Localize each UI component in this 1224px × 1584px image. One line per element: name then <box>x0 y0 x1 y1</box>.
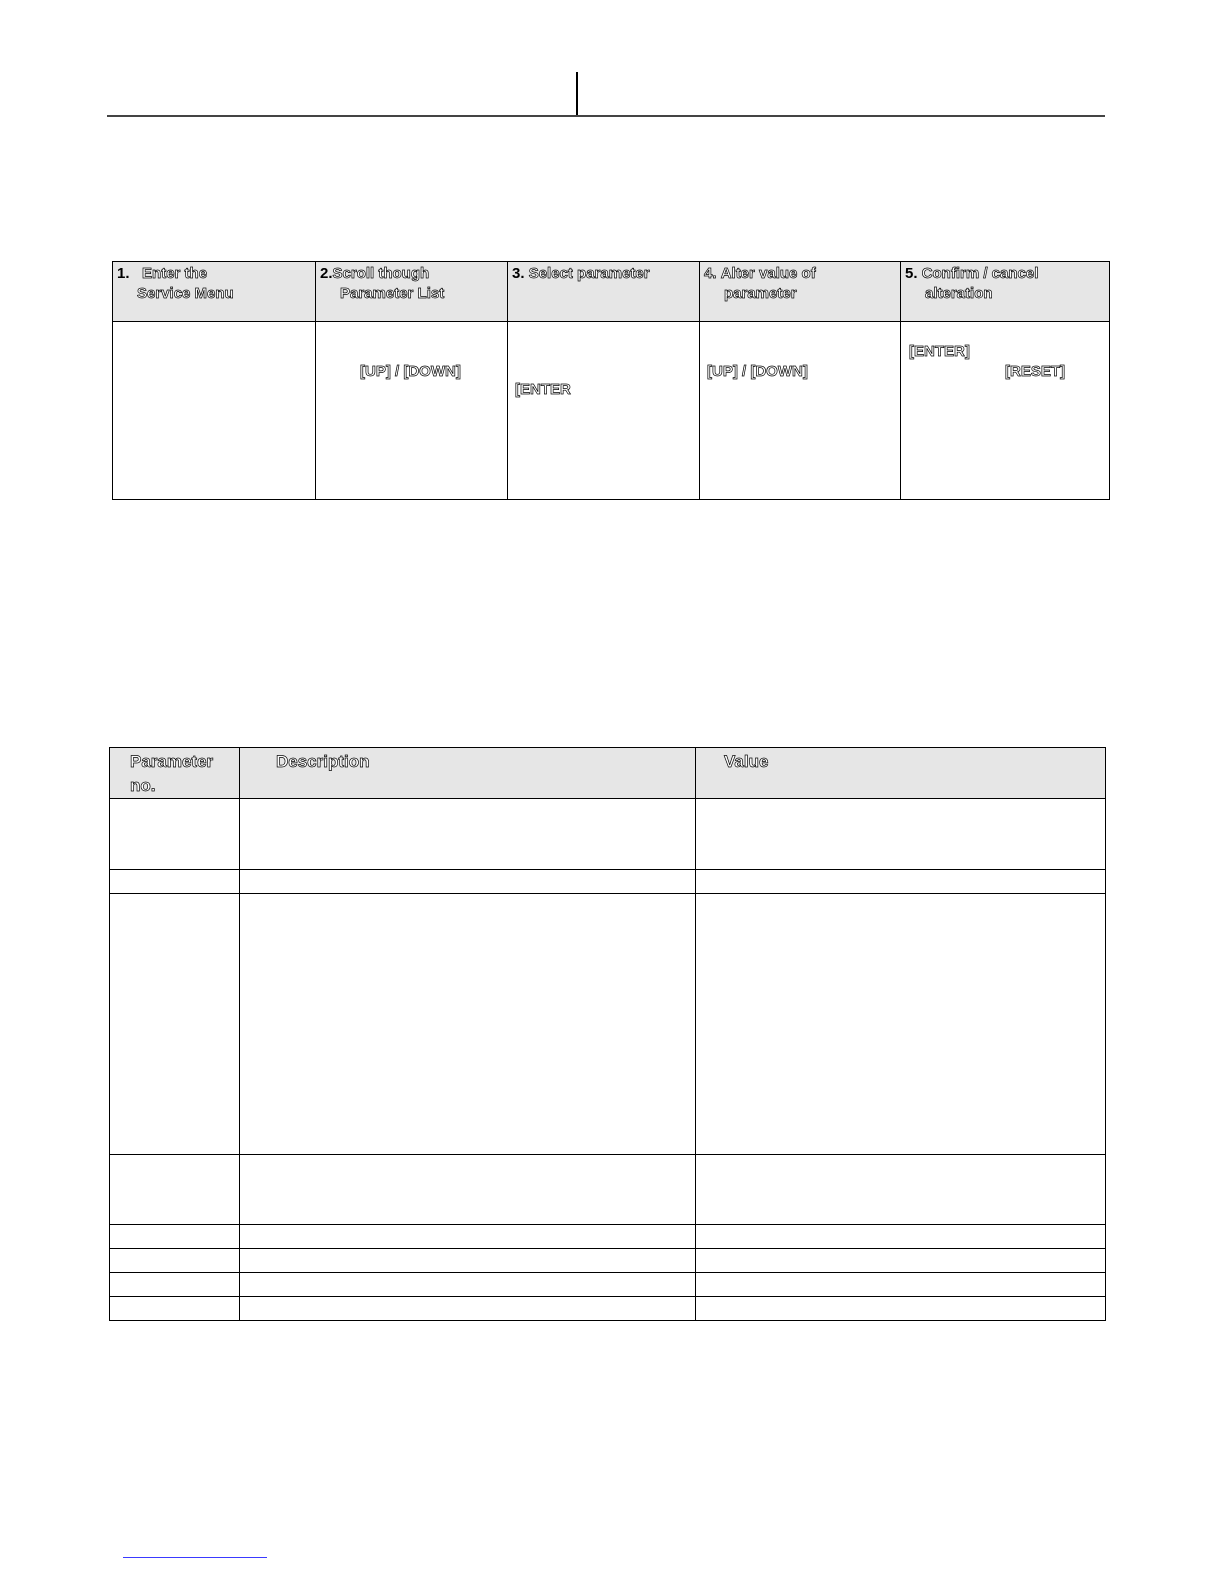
table-row <box>110 1225 1106 1249</box>
step-1-body <box>113 322 316 500</box>
step-3-number: 3. <box>512 265 525 282</box>
table-row <box>110 799 1106 870</box>
step-5-number: 5. <box>905 265 918 282</box>
step-3-body <box>508 322 700 500</box>
step-3-header <box>508 262 700 322</box>
steps-body-row <box>113 322 1110 500</box>
step-5-subtitle: alteration <box>925 285 993 302</box>
step-1-number: 1. <box>117 265 130 282</box>
table-row <box>110 870 1106 894</box>
step-2-title: Scroll though <box>332 265 430 282</box>
step-2-header <box>316 262 508 322</box>
step-2-subtitle: Parameter List <box>340 285 445 302</box>
step-4-title: Alter value of <box>720 265 816 282</box>
description-header-label: Description <box>276 752 370 771</box>
parameter-number-header-line1: Parameter <box>130 752 214 771</box>
step-1-subtitle: Service Menu <box>137 285 234 302</box>
steps-header-row <box>113 262 1110 322</box>
step-4-subtitle: parameter <box>724 285 797 302</box>
step-4-header <box>700 262 901 322</box>
step-4-number: 4. <box>704 265 717 282</box>
parameter-table <box>109 747 1106 1321</box>
enter-key-label: [ENTER <box>515 381 571 398</box>
parameter-number-header-line2: no. <box>130 776 156 795</box>
step-1-header <box>113 262 316 322</box>
service-menu-steps-table <box>112 261 1110 500</box>
enter-key-label: [ENTER] <box>909 343 970 360</box>
step-2-body <box>316 322 508 500</box>
step-1-title: Enter the <box>142 265 208 282</box>
step-4-body <box>700 322 901 500</box>
table-row <box>110 1273 1106 1297</box>
table-row <box>110 1155 1106 1225</box>
footer-link-underline <box>123 1557 267 1558</box>
header-rule <box>107 115 1105 117</box>
value-header-label: Value <box>724 752 769 771</box>
table-row <box>110 1249 1106 1273</box>
step-2-number: 2. <box>320 265 333 282</box>
parameter-number-header <box>110 748 240 799</box>
parameter-header-row <box>110 748 1106 799</box>
reset-key-label: [RESET] <box>1005 363 1065 380</box>
up-down-key-label: [UP] / [DOWN] <box>360 363 461 380</box>
step-5-header <box>901 262 1110 322</box>
description-header <box>240 748 696 799</box>
step-3-title: Select parameter <box>528 265 650 282</box>
step-5-body <box>901 322 1110 500</box>
step-5-title: Confirm / cancel <box>921 265 1039 282</box>
header-divider <box>576 72 578 116</box>
table-row <box>110 894 1106 1155</box>
value-header <box>696 748 1106 799</box>
up-down-key-label: [UP] / [DOWN] <box>707 363 808 380</box>
table-row <box>110 1297 1106 1321</box>
